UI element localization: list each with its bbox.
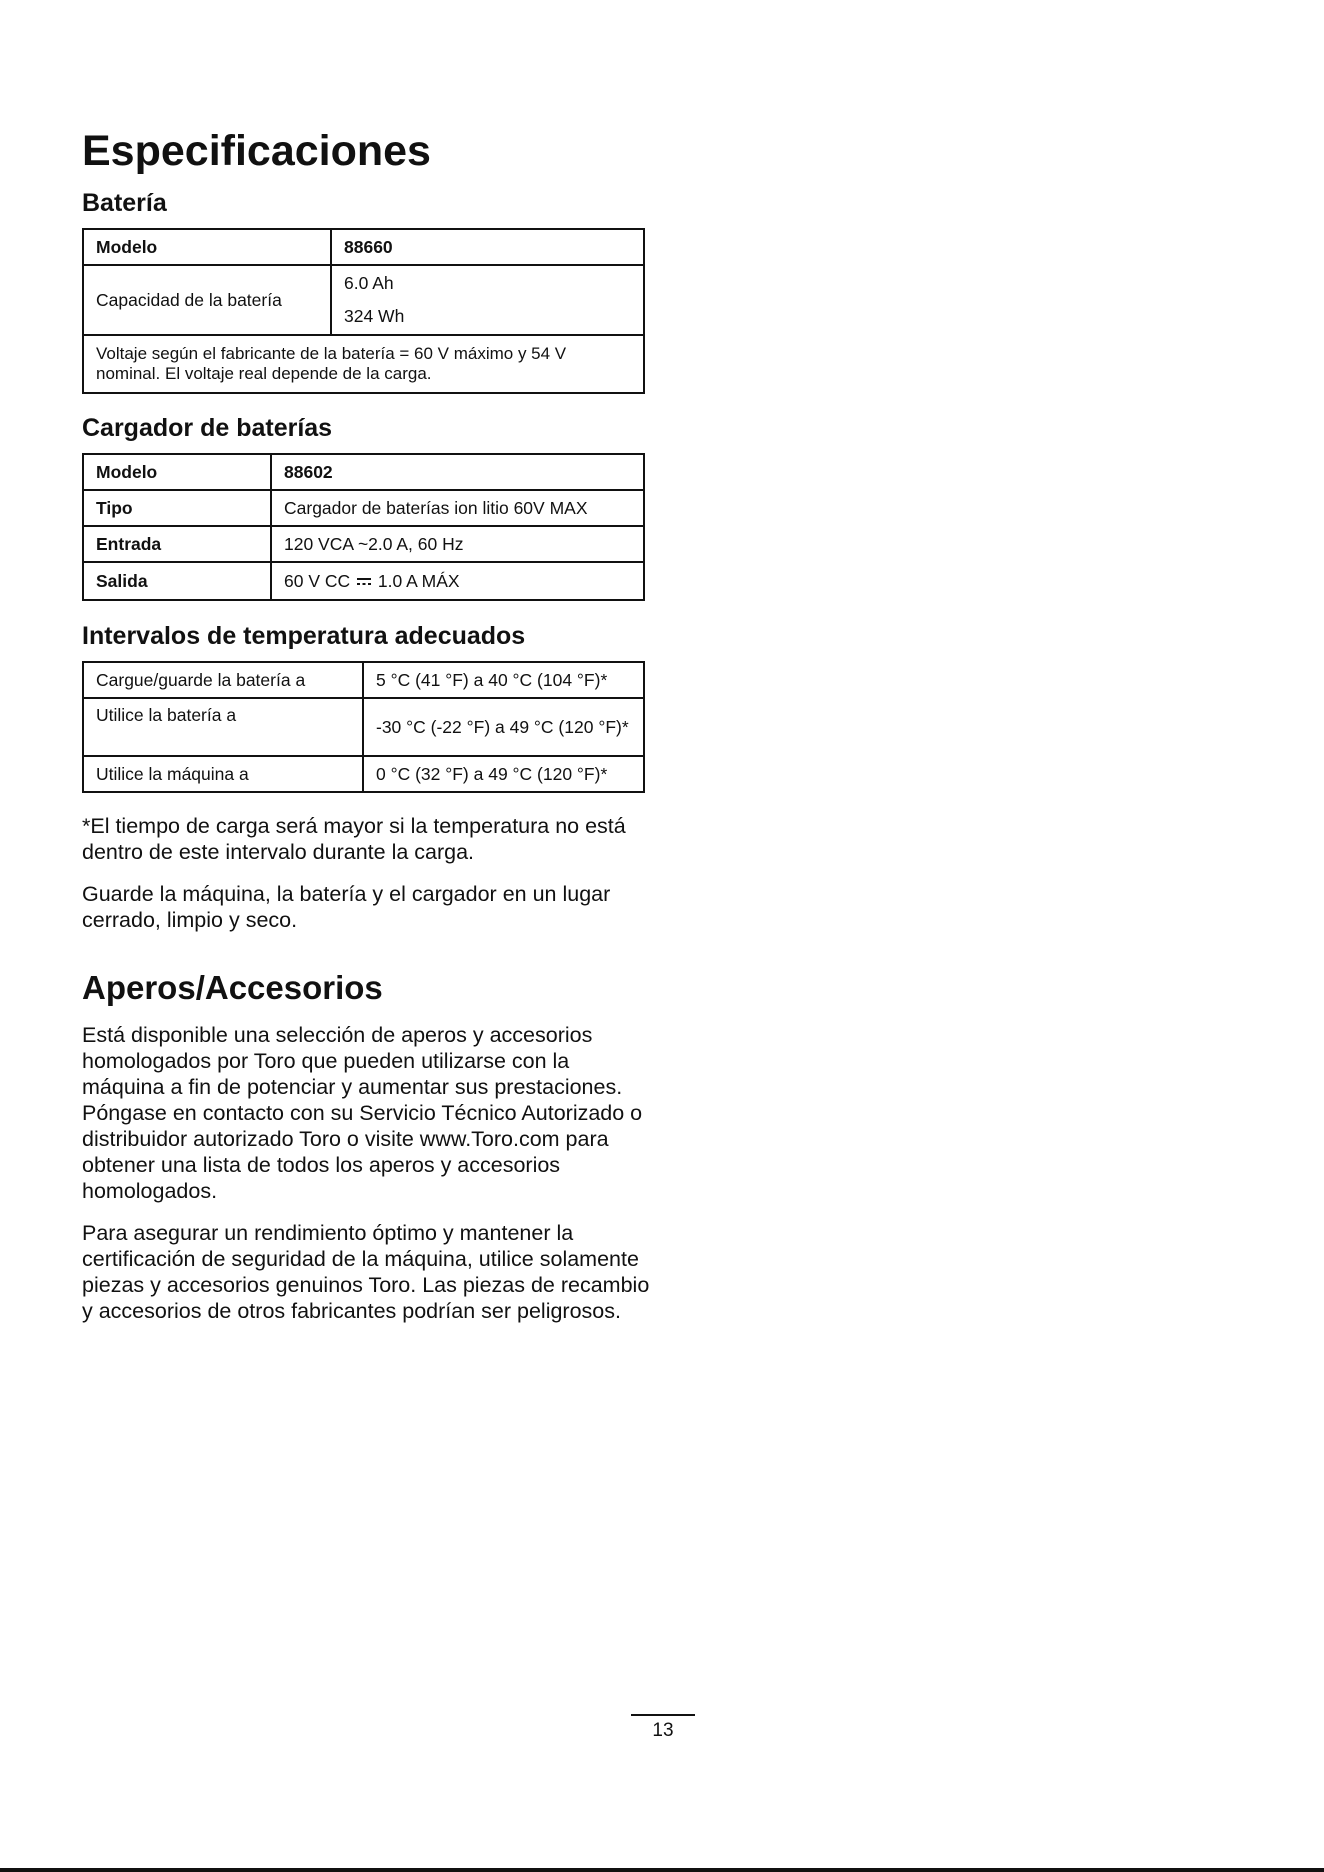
battery-voltage-note: Voltaje según el fabricante de la batería = 60 V máximo y 54 V nominal. El voltaje real depende de la carga. (83, 335, 644, 393)
battery-heading: Batería (82, 189, 167, 217)
battery-capacity-label: Capacidad de la batería (83, 265, 331, 335)
battery-spec-table (82, 228, 645, 394)
accessories-paragraph-1: Está disponible una selección de aperos y accesorios homologados por Toro que pueden utilizarse con la máquina a fin de potenciar y aumentar sus prestaciones. Póngase en contacto con su Servicio Técnico Autorizado o distribuidor autorizado Toro o visite www.Toro.com para obtener una lista de todos los aperos y accesorios homologados. (82, 1023, 643, 1203)
charger-spec-table (82, 453, 645, 601)
charger-model-label: Modelo (83, 454, 271, 490)
temp-machine-use-label: Utilice la máquina a (83, 756, 363, 792)
page-title: Especificaciones (82, 127, 431, 175)
temp-machine-use-value: 0 °C (32 °F) a 49 °C (120 °F)* (363, 756, 644, 792)
temp-battery-use-value: -30 °C (-22 °F) a 49 °C (120 °F)* (363, 698, 644, 756)
temp-charge-value: 5 °C (41 °F) a 40 °C (104 °F)* (363, 662, 644, 698)
charger-type-value: Cargador de baterías ion litio 60V MAX (271, 490, 644, 526)
charger-output-value (271, 562, 644, 600)
charger-heading: Cargador de baterías (82, 414, 333, 442)
charger-type-label: Tipo (83, 490, 271, 526)
charger-input-value: 120 VCA ~2.0 A, 60 Hz (271, 526, 644, 562)
battery-capacity-wh: 324 Wh (344, 306, 405, 326)
storage-note: Guarde la máquina, la batería y el cargador en un lugar cerrado, limpio y seco. (82, 882, 611, 932)
charger-output-prefix: 60 V CC (284, 570, 351, 591)
accessories-heading: Aperos/Accesorios (82, 969, 383, 1006)
battery-model-value: 88660 (331, 229, 644, 265)
temperature-heading: Intervalos de temperatura adecuados (82, 622, 526, 650)
temperature-footnote: *El tiempo de carga será mayor si la temperatura no está dentro de este intervalo durante la carga. (82, 814, 626, 864)
battery-capacity-ah: 6.0 Ah (344, 273, 394, 293)
battery-model-label: Modelo (83, 229, 331, 265)
charger-output-suffix: 1.0 A MÁX (377, 570, 460, 591)
charger-model-value: 88602 (271, 454, 644, 490)
page-number-rule (631, 1714, 695, 1716)
battery-capacity-values (331, 265, 644, 335)
page-number: 13 (652, 1720, 674, 1741)
dc-current-icon (357, 577, 371, 587)
temperature-table (82, 661, 645, 793)
charger-input-label: Entrada (83, 526, 271, 562)
charger-output-label: Salida (83, 562, 271, 600)
temp-charge-label: Cargue/guarde la batería a (83, 662, 363, 698)
accessories-paragraph-2: Para asegurar un rendimiento óptimo y mantener la certificación de seguridad de la máquina, utilice solamente piezas y accesorios genuinos Toro. Las piezas de recambio y accesorios de otros fabricantes podrían ser peligrosos. (82, 1221, 650, 1323)
temp-battery-use-label: Utilice la batería a (83, 698, 363, 756)
bottom-edge-bar (0, 1868, 1324, 1872)
